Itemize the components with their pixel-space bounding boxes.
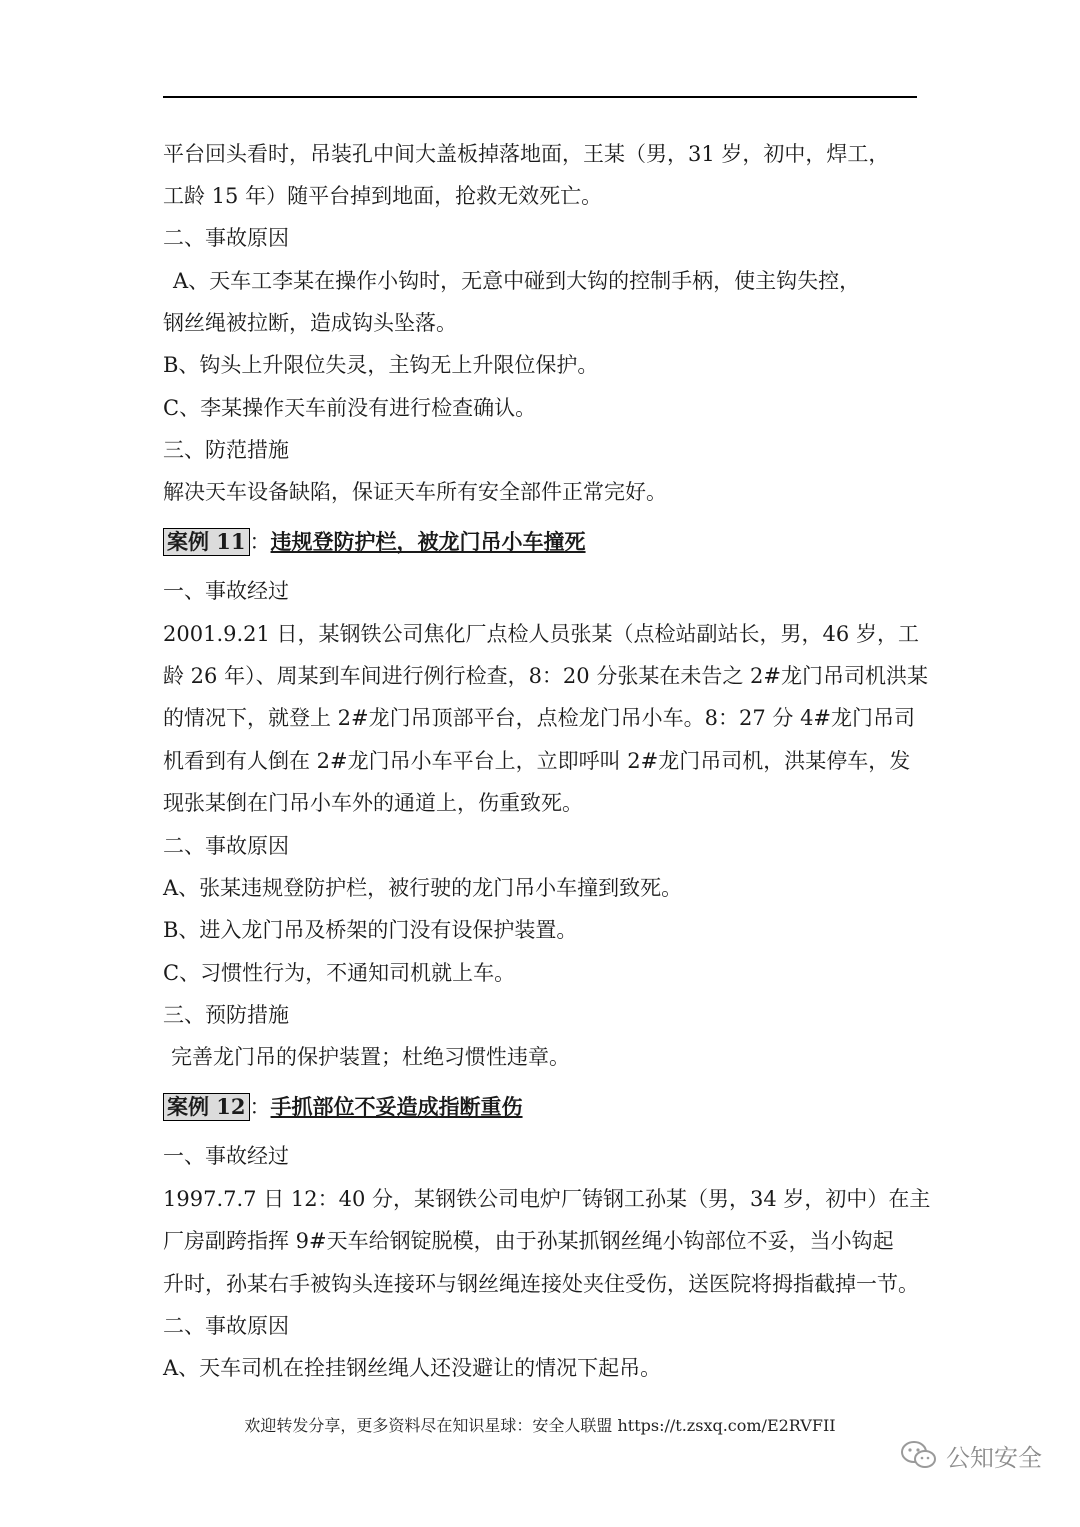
case-11-label: 案例 11 bbox=[163, 528, 250, 556]
case-11-separator: ： bbox=[249, 530, 271, 554]
body-line: 工龄 15 年）随平台掉到地面，抢救无效死亡。 bbox=[163, 184, 603, 208]
section-heading: 三、预防措施 bbox=[163, 1003, 289, 1027]
body-line: 的情况下，就登上 2#龙门吊顶部平台，点检龙门吊小车。8：27 分 4#龙门吊司 bbox=[163, 706, 916, 730]
body-line: C、李某操作天车前没有进行检查确认。 bbox=[163, 396, 537, 420]
section-heading: 二、事故原因 bbox=[163, 226, 289, 250]
header-rule bbox=[163, 96, 917, 98]
body-line: C、习惯性行为，不通知司机就上车。 bbox=[163, 961, 516, 985]
body-line: 机看到有人倒在 2#龙门吊小车平台上，立即呼叫 2#龙门吊司机，洪某停车，发 bbox=[163, 749, 911, 773]
body-line: B、进入龙门吊及桥架的门没有设保护装置。 bbox=[163, 918, 578, 942]
watermark-text: 公知安全 bbox=[946, 1443, 1042, 1472]
body-line: 解决天车设备缺陷，保证天车所有安全部件正常完好。 bbox=[163, 480, 667, 504]
case-12-label: 案例 12 bbox=[163, 1093, 250, 1121]
body-line: 龄 26 年）、周某到车间进行例行检查，8：20 分张某在未告之 2#龙门吊司机洪某 bbox=[163, 664, 928, 688]
body-line: 钢丝绳被拉断，造成钩头坠落。 bbox=[163, 311, 457, 335]
wechat-icon bbox=[900, 1439, 938, 1471]
body-line: B、钩头上升限位失灵，主钩无上升限位保护。 bbox=[163, 353, 599, 377]
body-line: 平台回头看时，吊装孔中间大盖板掉落地面，王某（男，31 岁，初中，焊工， bbox=[163, 142, 890, 166]
section-heading: 一、事故经过 bbox=[163, 579, 289, 603]
body-line: 2001.9.21 日，某钢铁公司焦化厂点检人员张某（点检站副站长，男，46 岁，工 bbox=[163, 622, 919, 646]
body-line: A、天车工李某在操作小钩时，无意中碰到大钩的控制手柄，使主钩失控， bbox=[173, 269, 861, 293]
body-line: A、天车司机在拴挂钢丝绳人还没避让的情况下起吊。 bbox=[163, 1356, 662, 1380]
body-line: 完善龙门吊的保护装置；杜绝习惯性违章。 bbox=[171, 1045, 570, 1069]
section-heading: 二、事故原因 bbox=[163, 834, 289, 858]
case-12-separator: ： bbox=[249, 1095, 271, 1119]
section-heading: 三、防范措施 bbox=[163, 438, 289, 462]
case-12-heading: 手抓部位不妥造成指断重伤 bbox=[270, 1094, 523, 1119]
watermark bbox=[900, 1433, 1042, 1477]
section-heading: 一、事故经过 bbox=[163, 1144, 289, 1168]
body-line: A、张某违规登防护栏，被行驶的龙门吊小车撞到致死。 bbox=[163, 876, 683, 900]
body-line: 升时，孙某右手被钩头连接环与钢丝绳连接处夹住受伤，送医院将拇指截掉一节。 bbox=[163, 1272, 919, 1296]
section-heading: 二、事故原因 bbox=[163, 1314, 289, 1338]
body-line: 厂房副跨指挥 9#天车给钢锭脱模，由于孙某抓钢丝绳小钩部位不妥，当小钩起 bbox=[163, 1229, 894, 1253]
case-11-heading: 违规登防护栏，被龙门吊小车撞死 bbox=[270, 529, 586, 554]
body-line: 现张某倒在门吊小车外的通道上，伤重致死。 bbox=[163, 791, 583, 815]
footer-text: 欢迎转发分享，更多资料尽在知识星球：安全人联盟 https://t.zsxq.com/E2RVFII bbox=[244, 1416, 836, 1435]
case-11-title bbox=[163, 527, 923, 557]
body-line: 1997.7.7 日 12：40 分，某钢铁公司电炉厂铸钢工孙某（男，34 岁，初中）在主 bbox=[163, 1187, 931, 1211]
case-12-title bbox=[163, 1092, 923, 1122]
